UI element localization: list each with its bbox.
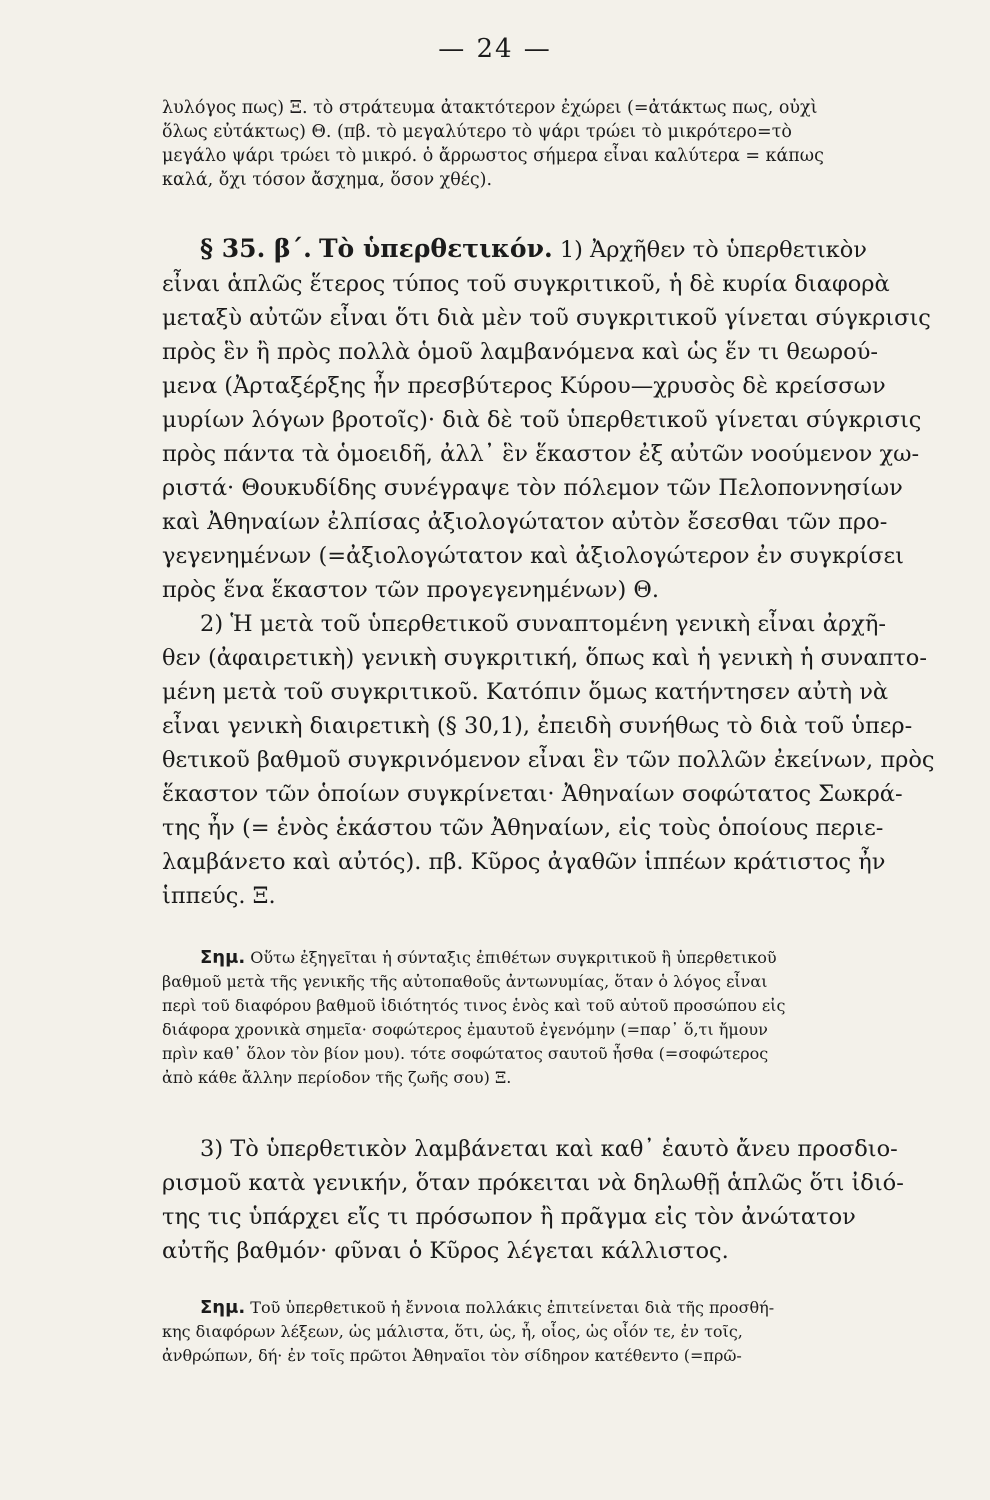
text-line: ὅλως εὐτάκτως) Θ. (πβ. τὸ μεγαλύτερο τὸ ψάρι τρώει τὸ μικρότερο=τὸ bbox=[162, 122, 792, 142]
text-line: εἶναι ἁπλῶς ἕτερος τύπος τοῦ συγκριτικοῦ, ἡ δὲ κυρία διαφορὰ bbox=[162, 271, 890, 297]
text-line: βαθμοῦ μετὰ τῆς γενικῆς τῆς αὐτοπαθοῦς ἀντωνυμίας, ὅταν ὁ λόγος εἶναι bbox=[162, 972, 768, 991]
page-number: — 24 — bbox=[438, 34, 552, 64]
text-line: ἀπὸ κάθε ἄλλην περίοδον τῆς ζωῆς σου) Ξ. bbox=[162, 1068, 512, 1087]
paragraph-3 bbox=[162, 1132, 940, 1268]
text-line: διάφορα χρονικὰ σημεῖα· σοφώτερος ἐμαυτοῦ ἐγενόμην (=παρ᾽ ὅ,τι ἤμουν bbox=[162, 1020, 768, 1039]
text-line: κης διαφόρων λέξεων, ὡς μάλιστα, ὅτι, ὡς, ἦ, οἷος, ὡς οἷόν τε, ἐν τοῖς, bbox=[162, 1322, 743, 1341]
section-35 bbox=[162, 232, 940, 913]
section-title: Τὸ ὑπερθετικόν. bbox=[318, 234, 553, 263]
previous-paragraph-continuation bbox=[162, 96, 940, 192]
text-line: 2) Ἡ μετὰ τοῦ ὑπερθετικοῦ συναπτομένη γενικὴ εἶναι ἀρχῆ- bbox=[200, 611, 886, 637]
text-line: εἶναι γενικὴ διαιρετικὴ (§ 30,1), ἐπειδὴ συνήθως τὸ διὰ τοῦ ὑπερ- bbox=[162, 713, 913, 739]
text-line: ἕκαστον τῶν ὁποίων συγκρίνεται· Ἀθηναίων σοφώτατος Σωκρά- bbox=[162, 781, 903, 807]
text-line: θεν (ἀφαιρετικὴ) γενικὴ συγκριτική, ὅπως καὶ ἡ γενικὴ ἡ συναπτο- bbox=[162, 645, 927, 671]
text-line: μυρίων λόγων βροτοῖς)· διὰ δὲ τοῦ ὑπερθετικοῦ γίνεται σύγκρισις bbox=[162, 407, 922, 433]
text-line: πρὶν καθ᾽ ὅλον τὸν βίον μου). τότε σοφώτατος σαυτοῦ ἦσθα (=σοφώτερος bbox=[162, 1044, 769, 1063]
note-first-line bbox=[162, 1296, 940, 1320]
text-line: ἱππεύς. Ξ. bbox=[162, 883, 276, 909]
text-line: Οὕτω ἐξηγεῖται ἡ σύνταξις ἐπιθέτων συγκριτικοῦ ἢ ὑπερθετικοῦ bbox=[250, 948, 777, 967]
note-first-line bbox=[162, 946, 940, 970]
text-line: θετικοῦ βαθμοῦ συγκρινόμενον εἶναι ἓν τῶν πολλῶν ἐκείνων, πρὸς bbox=[162, 747, 935, 773]
text-line: πρὸς ἓν ἢ πρὸς πολλὰ ὁμοῦ λαμβανόμενα καὶ ὡς ἕν τι θεωρού- bbox=[162, 339, 878, 365]
note-label: Σημ. bbox=[200, 947, 246, 968]
text-line: μένη μετὰ τοῦ συγκριτικοῦ. Κατόπιν ὅμως κατήντησεν αὐτὴ νὰ bbox=[162, 679, 889, 705]
section-heading-line bbox=[162, 232, 940, 267]
note-1 bbox=[162, 946, 940, 1090]
section-number: § 35. β΄. bbox=[200, 234, 312, 263]
text-line: ἀνθρώπων, δή· ἐν τοῖς πρῶτοι Ἀθηναῖοι τὸν σίδηρον κατέθεντο (=πρῶ- bbox=[162, 1346, 742, 1365]
text-line: μεταξὺ αὐτῶν εἶναι ὅτι διὰ μὲν τοῦ συγκριτικοῦ γίνεται σύγκρισις bbox=[162, 305, 931, 331]
note-2 bbox=[162, 1296, 940, 1368]
text-line: μεγάλο ψάρι τρώει τὸ μικρό. ὁ ἄρρωστος σήμερα εἶναι καλύτερα = κάπως bbox=[162, 146, 824, 166]
text-line: 3) Τὸ ὑπερθετικὸν λαμβάνεται καὶ καθ᾽ ἑαυτὸ ἄνευ προσδιο- bbox=[200, 1136, 898, 1162]
text-line: 1) Ἀρχῆθεν τὸ ὑπερθετικὸν bbox=[559, 237, 867, 263]
text-line: της τις ὑπάρχει εἴς τι πρόσωπον ἢ πρᾶγμα εἰς τὸν ἀνώτατον bbox=[162, 1204, 856, 1230]
text-line: ριστά· Θουκυδίδης συνέγραψε τὸν πόλεμον τῶν Πελοποννησίων bbox=[162, 475, 903, 501]
text-line: Τοῦ ὑπερθετικοῦ ἡ ἔννοια πολλάκις ἐπιτείνεται διὰ τῆς προσθή- bbox=[250, 1298, 775, 1317]
text-line: λυλόγος πως) Ξ. τὸ στράτευμα ἀτακτότερον ἐχώρει (=ἀτάκτως πως, οὐχὶ bbox=[162, 98, 818, 118]
text-line: αὐτῆς βαθμόν· φῦναι ὁ Κῦρος λέγεται κάλλιστος. bbox=[162, 1238, 729, 1264]
text-line: γεγενημένων (=ἀξιολογώτατον καὶ ἀξιολογώτερον ἐν συγκρίσει bbox=[162, 543, 904, 569]
text-line: καλά, ὄχι τόσον ἄσχημα, ὅσον χθές). bbox=[162, 170, 493, 190]
text-line: της ἦν (= ἑνὸς ἑκάστου τῶν Ἀθηναίων, εἰς τοὺς ὁποίους περιε- bbox=[162, 815, 884, 841]
text-line: πρὸς πάντα τὰ ὁμοειδῆ, ἀλλ᾽ ἓν ἕκαστον ἐξ αὐτῶν νοούμενον χω- bbox=[162, 441, 920, 467]
text-line: ρισμοῦ κατὰ γενικήν, ὅταν πρόκειται νὰ δηλωθῇ ἁπλῶς ὅτι ἰδιό- bbox=[162, 1170, 904, 1196]
text-line: μενα (Ἀρταξέρξης ἦν πρεσβύτερος Κύρου—χρυσὸς δὲ κρείσσων bbox=[162, 373, 886, 399]
text-line: καὶ Ἀθηναίων ἐλπίσας ἀξιολογώτατον αὐτὸν ἔσεσθαι τῶν προ- bbox=[162, 509, 888, 535]
text-line: περὶ τοῦ διαφόρου βαθμοῦ ἰδιότητός τινος ἑνὸς καὶ τοῦ αὐτοῦ προσώπου εἰς bbox=[162, 996, 786, 1015]
text-line: πρὸς ἕνα ἕκαστον τῶν προγεγενημένων) Θ. bbox=[162, 577, 659, 603]
note-label: Σημ. bbox=[200, 1297, 246, 1318]
text-line: λαμβάνετο καὶ αὐτός). πβ. Κῦρος ἀγαθῶν ἱππέων κράτιστος ἦν bbox=[162, 849, 886, 875]
